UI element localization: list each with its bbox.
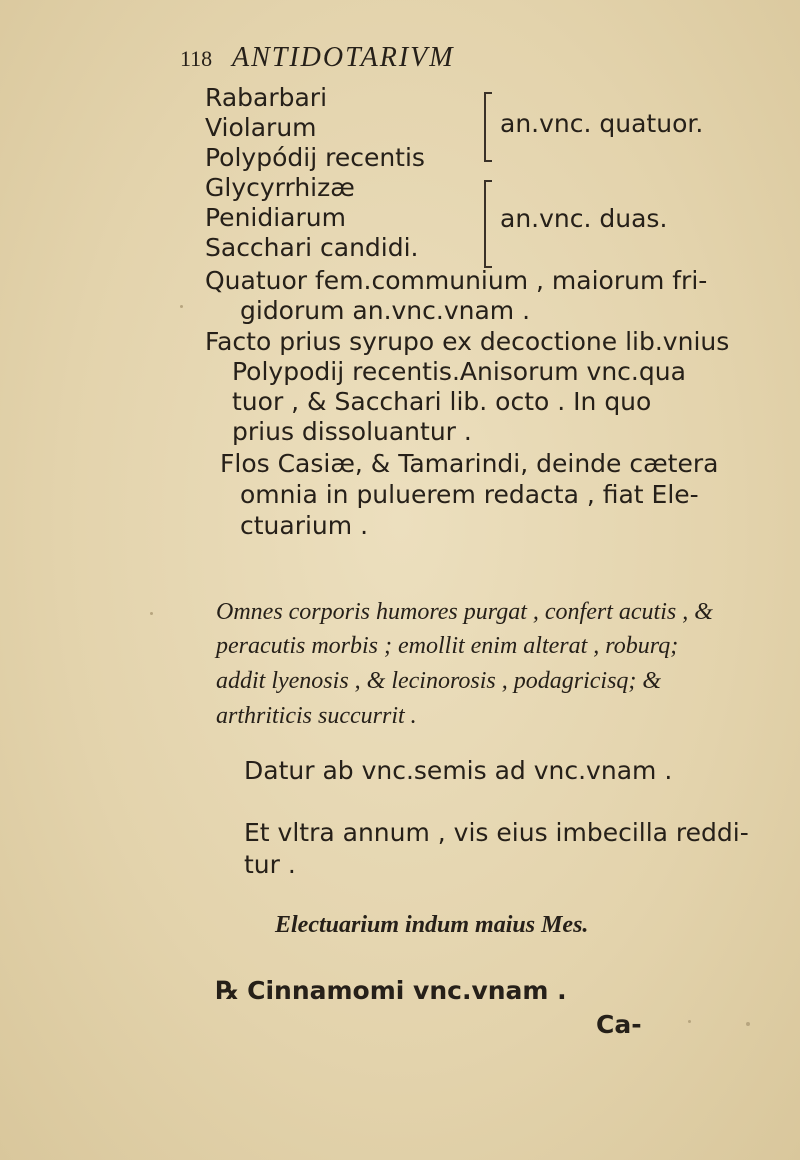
ingredient-line: Sacchari candidi. bbox=[205, 233, 419, 262]
paper-speck bbox=[180, 305, 183, 308]
ingredient-line: Glycyrrhizæ bbox=[205, 173, 355, 202]
italic-line: addit lyenosis , & lecinorosis , podagricisq; & bbox=[216, 668, 662, 694]
dosage-line: tur . bbox=[244, 850, 296, 879]
text-line: omnia in puluerem redacta , fiat Ele- bbox=[240, 480, 699, 509]
dose-label: an.vnc. duas. bbox=[500, 204, 668, 233]
ingredient-line: Penidiarum bbox=[205, 203, 346, 232]
text-line: Quatuor fem.communium , maiorum fri- bbox=[205, 266, 708, 295]
brace-bracket bbox=[484, 92, 492, 162]
text-line: gidorum an.vnc.vnam . bbox=[240, 296, 531, 325]
dose-label: an.vnc. quatuor. bbox=[500, 109, 704, 138]
recipe-line: ℞ Cinnamomi vnc.vnam . bbox=[216, 976, 567, 1005]
italic-line: Omnes corporis humores purgat , confert acutis , & bbox=[216, 599, 713, 625]
brace-bracket bbox=[484, 180, 492, 268]
text-line: prius dissoluantur . bbox=[232, 417, 472, 446]
ingredient-line: Polypódij recentis bbox=[205, 143, 425, 172]
italic-line: arthriticis succurrit . bbox=[216, 703, 417, 729]
section-heading: Electuarium indum maius Mes. bbox=[275, 912, 589, 938]
page-number: 118 bbox=[180, 46, 213, 71]
paper-speck bbox=[688, 1020, 691, 1023]
paper-speck bbox=[746, 1022, 750, 1026]
dosage-line: Datur ab vnc.semis ad vnc.vnam . bbox=[244, 756, 673, 785]
text-line: Facto prius syrupo ex decoctione lib.vnius bbox=[205, 327, 730, 356]
italic-line: peracutis morbis ; emollit enim alterat , roburq; bbox=[216, 633, 679, 659]
ingredient-line: Rabarbari bbox=[205, 83, 328, 112]
text-line: Flos Casiæ, & Tamarindi, deinde cætera bbox=[220, 449, 719, 478]
paper-speck bbox=[150, 612, 153, 615]
text-line: tuor , & Sacchari lib. octo . In quo bbox=[232, 387, 652, 416]
catchword: Ca- bbox=[596, 1010, 642, 1039]
text-line: Polypodij recentis.Anisorum vnc.qua bbox=[232, 357, 686, 386]
ingredient-line: Violarum bbox=[205, 113, 317, 142]
dosage-line: Et vltra annum , vis eius imbecilla reddi- bbox=[244, 818, 749, 847]
text-line: ctuarium . bbox=[240, 511, 369, 540]
running-head: ANTIDOTARIVM bbox=[232, 42, 455, 73]
